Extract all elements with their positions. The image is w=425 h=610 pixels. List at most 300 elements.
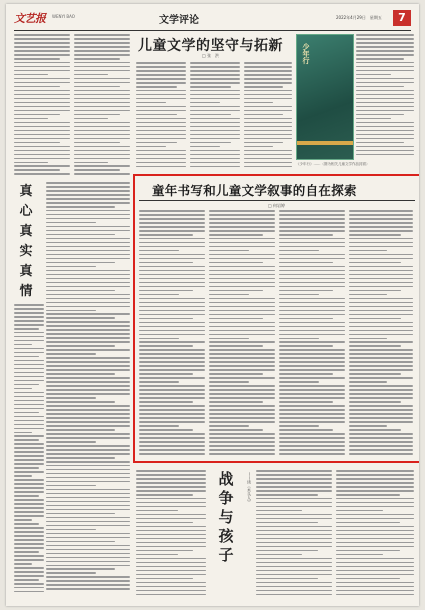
text-line <box>209 373 263 375</box>
text-line <box>46 250 130 252</box>
text-line <box>14 90 70 92</box>
text-line <box>139 282 205 284</box>
top-article-byline: □ 张 洪 <box>202 53 220 58</box>
text-line <box>279 357 345 359</box>
text-line <box>209 282 275 284</box>
text-line <box>256 550 318 552</box>
text-line <box>209 441 275 443</box>
text-line <box>14 511 44 513</box>
text-line <box>46 206 115 208</box>
text-line <box>244 94 292 96</box>
text-line <box>136 586 206 588</box>
text-line <box>14 328 39 330</box>
text-line <box>139 306 205 308</box>
text-line <box>136 498 206 500</box>
text-line <box>46 349 130 351</box>
text-line <box>14 412 39 414</box>
text-line <box>244 74 292 76</box>
text-line <box>139 246 205 248</box>
text-line <box>46 489 130 491</box>
text-line <box>279 349 345 351</box>
text-line <box>139 389 205 391</box>
text-line <box>209 254 275 256</box>
text-line <box>336 562 414 564</box>
text-line <box>74 94 130 96</box>
text-line <box>279 222 345 224</box>
text-line <box>209 278 275 280</box>
bottom-char: 战 <box>218 470 234 488</box>
text-line <box>256 578 318 580</box>
text-line <box>356 58 404 60</box>
text-line <box>46 501 130 503</box>
text-line <box>244 154 292 156</box>
text-line <box>279 389 345 391</box>
text-column <box>244 62 292 172</box>
text-line <box>279 326 345 328</box>
text-line <box>136 78 186 80</box>
text-line <box>209 334 275 336</box>
text-line <box>356 46 414 48</box>
text-line <box>139 357 205 359</box>
text-line <box>14 348 44 350</box>
text-line <box>46 290 115 292</box>
text-line <box>256 594 332 596</box>
text-line <box>46 341 130 343</box>
text-line <box>190 146 220 148</box>
text-line <box>279 318 333 320</box>
text-line <box>190 110 240 112</box>
text-line <box>279 377 345 379</box>
text-line <box>14 146 70 148</box>
text-line <box>46 282 130 284</box>
text-line <box>244 138 292 140</box>
text-line <box>14 352 44 354</box>
text-line <box>136 62 186 64</box>
text-line <box>279 306 345 308</box>
text-line <box>139 322 205 324</box>
text-line <box>136 510 178 512</box>
text-line <box>279 266 345 268</box>
text-line <box>14 50 70 52</box>
text-line <box>74 70 130 72</box>
text-line <box>14 158 70 160</box>
text-line <box>46 525 130 527</box>
text-line <box>244 102 273 104</box>
text-line <box>349 306 413 308</box>
text-line <box>349 349 413 351</box>
book-cover-band <box>297 141 353 145</box>
text-line <box>136 582 206 584</box>
text-line <box>136 530 206 532</box>
text-line <box>279 425 319 427</box>
text-line <box>190 126 240 128</box>
top-article-title: 儿童文学的坚守与拓新 <box>138 38 283 54</box>
text-line <box>279 334 345 336</box>
text-line <box>14 98 70 100</box>
text-line <box>349 393 413 395</box>
text-line <box>209 381 249 383</box>
text-line <box>356 42 414 44</box>
text-line <box>46 417 130 419</box>
bottom-char: 与 <box>218 508 234 526</box>
text-line <box>349 222 413 224</box>
text-line <box>136 474 206 476</box>
text-line <box>244 150 292 152</box>
masthead <box>14 10 411 28</box>
text-line <box>14 567 44 569</box>
side-char: 实 <box>19 244 35 259</box>
text-line <box>349 453 413 455</box>
text-line <box>279 258 345 260</box>
text-line <box>356 154 414 156</box>
text-line <box>336 542 414 544</box>
text-line <box>46 278 130 280</box>
text-line <box>139 353 205 355</box>
text-line <box>74 122 130 124</box>
text-line <box>209 405 275 407</box>
text-line <box>46 441 96 443</box>
text-line <box>336 526 414 528</box>
text-line <box>209 210 275 212</box>
text-line <box>74 118 108 120</box>
text-line <box>136 86 177 88</box>
text-line <box>136 542 206 544</box>
text-line <box>336 506 414 508</box>
text-line <box>14 451 44 453</box>
text-line <box>139 222 205 224</box>
text-line <box>14 479 44 481</box>
text-line <box>256 538 332 540</box>
text-line <box>349 250 387 252</box>
newspaper-page <box>6 4 419 606</box>
text-line <box>14 483 44 485</box>
text-line <box>46 325 130 327</box>
text-line <box>46 190 130 192</box>
text-line <box>46 313 130 315</box>
text-line <box>14 78 70 80</box>
text-line <box>139 365 205 367</box>
text-line <box>46 182 130 184</box>
text-line <box>136 566 206 568</box>
text-line <box>256 498 332 500</box>
text-line <box>46 286 130 288</box>
text-column <box>349 210 413 458</box>
side-char: 真 <box>19 264 35 279</box>
text-line <box>209 314 275 316</box>
text-line <box>74 162 108 164</box>
text-line <box>256 514 332 516</box>
text-line <box>74 54 130 56</box>
text-line <box>136 90 186 92</box>
bottom-char: 孩 <box>218 527 234 545</box>
text-line <box>14 443 44 445</box>
text-line <box>336 510 383 512</box>
text-line <box>139 338 179 340</box>
text-line <box>136 486 206 488</box>
text-line <box>46 262 115 264</box>
text-line <box>14 491 44 493</box>
text-line <box>46 198 130 200</box>
text-line <box>14 114 60 116</box>
text-line <box>74 82 130 84</box>
text-line <box>244 90 292 92</box>
text-line <box>46 377 130 379</box>
text-column <box>279 210 345 458</box>
text-line <box>336 582 414 584</box>
text-line <box>139 298 205 300</box>
text-line <box>256 562 332 564</box>
text-line <box>209 258 275 260</box>
text-line <box>136 562 206 564</box>
text-line <box>356 114 404 116</box>
text-line <box>190 114 231 116</box>
text-line <box>14 459 44 461</box>
bottom-char: 子 <box>218 546 234 564</box>
text-line <box>14 110 70 112</box>
text-line <box>74 142 120 144</box>
text-line <box>136 146 166 148</box>
text-line <box>74 42 130 44</box>
text-line <box>349 385 413 387</box>
bottom-article-byline: ——读《木头人》 <box>247 472 252 504</box>
text-line <box>74 169 120 171</box>
text-line <box>349 298 413 300</box>
text-line <box>349 266 413 268</box>
text-line <box>139 397 205 399</box>
text-line <box>14 487 44 489</box>
text-line <box>256 518 332 520</box>
text-line <box>136 118 186 120</box>
text-line <box>190 130 240 132</box>
text-line <box>136 574 206 576</box>
text-line <box>14 316 44 318</box>
text-line <box>136 522 193 524</box>
text-line <box>14 515 44 517</box>
text-line <box>136 594 206 596</box>
text-line <box>349 330 413 332</box>
text-line <box>46 234 115 236</box>
text-column <box>136 62 186 172</box>
text-line <box>46 429 115 431</box>
text-line <box>46 369 130 371</box>
text-line <box>279 373 333 375</box>
text-line <box>349 409 413 411</box>
text-line <box>349 401 401 403</box>
text-line <box>190 134 240 136</box>
text-line <box>209 437 275 439</box>
text-line <box>139 254 205 256</box>
text-line <box>279 246 345 248</box>
text-line <box>349 234 401 236</box>
text-line <box>14 408 44 410</box>
text-line <box>14 503 44 505</box>
text-line <box>139 230 205 232</box>
text-line <box>349 302 413 304</box>
text-line <box>136 554 178 556</box>
text-line <box>136 534 206 536</box>
text-line <box>209 238 275 240</box>
text-line <box>209 345 263 347</box>
text-line <box>190 162 240 164</box>
text-line <box>14 535 44 537</box>
text-line <box>256 546 332 548</box>
text-line <box>46 194 130 196</box>
text-line <box>136 494 193 496</box>
text-line <box>136 122 186 124</box>
text-line <box>14 571 44 573</box>
text-line <box>136 138 186 140</box>
text-line <box>14 336 44 338</box>
text-line <box>46 537 130 539</box>
text-line <box>74 154 130 156</box>
book-cover-image <box>296 34 354 160</box>
text-line <box>14 162 48 164</box>
text-line <box>279 234 333 236</box>
text-line <box>14 499 44 501</box>
text-line <box>46 389 130 391</box>
text-line <box>136 490 206 492</box>
text-line <box>209 349 275 351</box>
text-line <box>46 397 96 399</box>
text-line <box>349 314 413 316</box>
text-line <box>244 142 283 144</box>
text-line <box>14 332 44 334</box>
text-line <box>14 312 44 314</box>
text-line <box>349 326 413 328</box>
text-line <box>349 322 413 324</box>
text-line <box>279 314 345 316</box>
text-line <box>139 385 205 387</box>
text-line <box>209 318 263 320</box>
text-line <box>46 469 130 471</box>
text-line <box>136 590 206 592</box>
text-line <box>209 341 275 343</box>
text-line <box>336 522 400 524</box>
text-line <box>356 50 414 52</box>
text-line <box>356 126 414 128</box>
text-line <box>139 405 205 407</box>
text-line <box>349 341 413 343</box>
text-line <box>14 463 44 465</box>
text-line <box>349 449 413 451</box>
text-line <box>349 230 413 232</box>
text-line <box>46 568 115 570</box>
text-line <box>14 142 60 144</box>
text-column <box>14 34 70 179</box>
text-line <box>46 266 96 268</box>
text-line <box>349 357 413 359</box>
text-line <box>190 98 240 100</box>
text-line <box>136 158 186 160</box>
text-line <box>14 165 70 167</box>
text-line <box>209 306 275 308</box>
text-line <box>136 98 186 100</box>
text-line <box>190 86 231 88</box>
text-line <box>279 381 319 383</box>
text-line <box>356 142 404 144</box>
text-line <box>190 118 240 120</box>
text-line <box>46 461 130 463</box>
text-line <box>74 74 108 76</box>
text-line <box>46 306 130 308</box>
text-line <box>336 534 414 536</box>
text-line <box>244 126 292 128</box>
text-line <box>356 90 414 92</box>
text-line <box>14 575 44 577</box>
text-line <box>349 290 401 292</box>
text-line <box>336 546 414 548</box>
text-line <box>14 432 32 434</box>
text-line <box>356 130 414 132</box>
text-column <box>139 210 205 458</box>
text-line <box>46 186 130 188</box>
text-line <box>349 274 413 276</box>
text-line <box>46 509 130 511</box>
text-line <box>46 310 96 312</box>
text-line <box>336 514 414 516</box>
highlight-article-byline: □ 何岩婷 <box>268 203 286 208</box>
text-line <box>74 50 130 52</box>
text-line <box>244 78 292 80</box>
text-line <box>336 570 414 572</box>
text-line <box>139 258 205 260</box>
text-line <box>256 542 332 544</box>
text-line <box>279 330 345 332</box>
text-line <box>74 86 120 88</box>
text-line <box>256 570 332 572</box>
text-line <box>46 533 130 535</box>
text-line <box>190 82 240 84</box>
text-line <box>190 70 240 72</box>
text-line <box>336 550 400 552</box>
text-line <box>336 590 414 592</box>
text-line <box>46 541 115 543</box>
text-line <box>336 498 414 500</box>
text-line <box>244 106 292 108</box>
text-line <box>279 393 345 395</box>
text-line <box>209 429 263 431</box>
text-line <box>139 238 205 240</box>
text-line <box>14 416 44 418</box>
side-char: 真 <box>19 224 35 239</box>
text-line <box>14 320 44 322</box>
text-column <box>74 34 130 179</box>
text-line <box>356 54 414 56</box>
text-line <box>46 465 130 467</box>
text-line <box>209 449 275 451</box>
text-line <box>356 94 414 96</box>
text-line <box>256 494 318 496</box>
text-line <box>279 453 345 455</box>
text-line <box>136 142 177 144</box>
text-line <box>74 62 130 64</box>
text-line <box>279 421 345 423</box>
text-line <box>279 282 345 284</box>
text-line <box>46 214 130 216</box>
text-line <box>190 106 240 108</box>
text-line <box>279 449 345 451</box>
text-line <box>136 70 186 72</box>
text-line <box>14 507 44 509</box>
text-line <box>14 356 39 358</box>
text-line <box>356 110 414 112</box>
text-line <box>256 554 302 556</box>
text-column <box>256 470 332 598</box>
text-line <box>14 392 44 394</box>
text-line <box>74 34 130 36</box>
text-line <box>139 361 205 363</box>
text-line <box>279 270 345 272</box>
